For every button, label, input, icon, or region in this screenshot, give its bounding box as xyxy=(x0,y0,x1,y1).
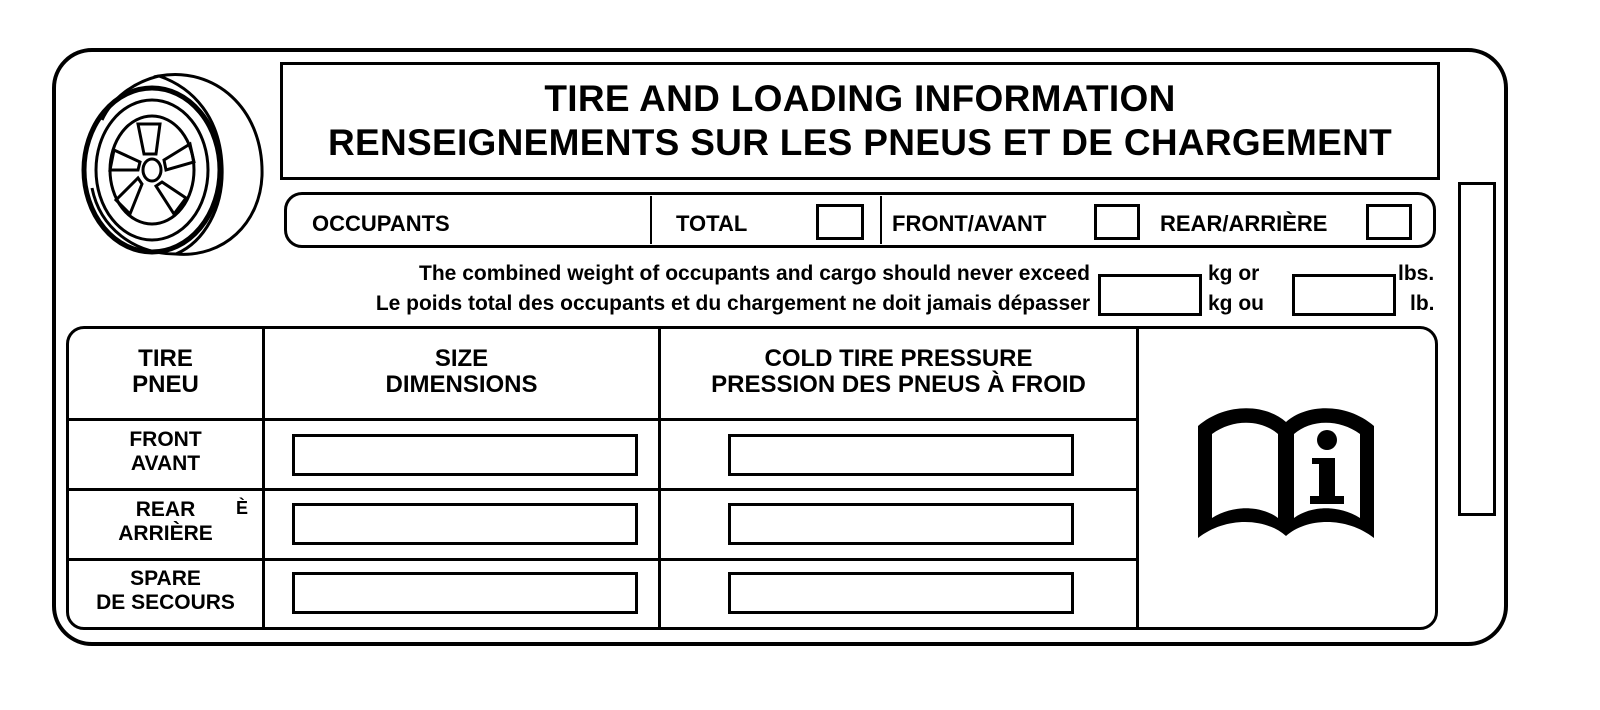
row-label-rear-french: ARRIÈRE xyxy=(118,522,213,545)
kg-unit-french: kg ou xyxy=(1208,292,1264,315)
header-size-english: SIZE xyxy=(434,345,489,372)
lbs-unit-english: lbs. xyxy=(1398,262,1435,285)
total-checkbox[interactable] xyxy=(816,204,864,240)
spare-size-field[interactable] xyxy=(292,572,638,614)
header-tire xyxy=(69,346,262,398)
row-label-front-french: AVANT xyxy=(130,452,201,475)
weight-limit-french: Le poids total des occupants et du chargement ne doit jamais dépasser xyxy=(375,292,1090,315)
header-tire-french: PNEU xyxy=(132,371,199,398)
front-pressure-field[interactable] xyxy=(728,434,1074,476)
header-pressure-english: COLD TIRE PRESSURE xyxy=(764,345,1033,372)
occupants-divider xyxy=(880,196,882,244)
column-divider xyxy=(1136,329,1139,627)
kg-unit-english: kg or xyxy=(1208,262,1260,285)
row-label-spare-french: DE SECOURS xyxy=(96,591,235,614)
owner-manual-info-icon xyxy=(1186,396,1386,542)
row-label-spare-english: SPARE xyxy=(130,567,201,590)
lbs-unit-french: lb. xyxy=(1410,292,1435,315)
rear-label: REAR/ARRIÈRE xyxy=(1160,211,1328,236)
occupants-divider xyxy=(650,196,652,244)
row-label-rear-english: REAR xyxy=(135,498,196,521)
rear-size-field[interactable] xyxy=(292,503,638,545)
title-block xyxy=(280,62,1440,180)
rear-checkbox[interactable] xyxy=(1366,204,1412,240)
row-divider xyxy=(69,418,1136,421)
rear-pressure-field[interactable] xyxy=(728,503,1074,545)
weight-kg-field[interactable] xyxy=(1098,274,1202,316)
title-english: TIRE AND LOADING INFORMATION xyxy=(544,78,1176,119)
spare-pressure-field[interactable] xyxy=(728,572,1074,614)
header-pressure-french: PRESSION DES PNEUS À FROID xyxy=(711,371,1086,398)
row-divider xyxy=(69,558,1136,561)
row-label-rear xyxy=(69,498,262,546)
row-label-front xyxy=(69,428,262,476)
weight-limit-english: The combined weight of occupants and cargo should never exceed xyxy=(419,262,1090,285)
header-size xyxy=(265,346,658,398)
header-tire-english: TIRE xyxy=(138,345,193,372)
front-size-field[interactable] xyxy=(292,434,638,476)
tire-icon xyxy=(64,58,274,258)
occupants-label: OCCUPANTS xyxy=(312,211,450,236)
front-checkbox[interactable] xyxy=(1094,204,1140,240)
side-tab xyxy=(1458,182,1496,516)
row-label-front-english: FRONT xyxy=(129,428,202,451)
front-label: FRONT/AVANT xyxy=(892,211,1047,236)
header-pressure xyxy=(661,346,1136,398)
total-label: TOTAL xyxy=(676,211,748,236)
row-divider xyxy=(69,488,1136,491)
title-french: RENSEIGNEMENTS SUR LES PNEUS ET DE CHARGEMENT xyxy=(327,122,1392,163)
header-size-french: DIMENSIONS xyxy=(385,371,538,398)
row-label-spare xyxy=(69,567,262,615)
rear-accent-mark: È xyxy=(236,498,249,518)
weight-lbs-field[interactable] xyxy=(1292,274,1396,316)
